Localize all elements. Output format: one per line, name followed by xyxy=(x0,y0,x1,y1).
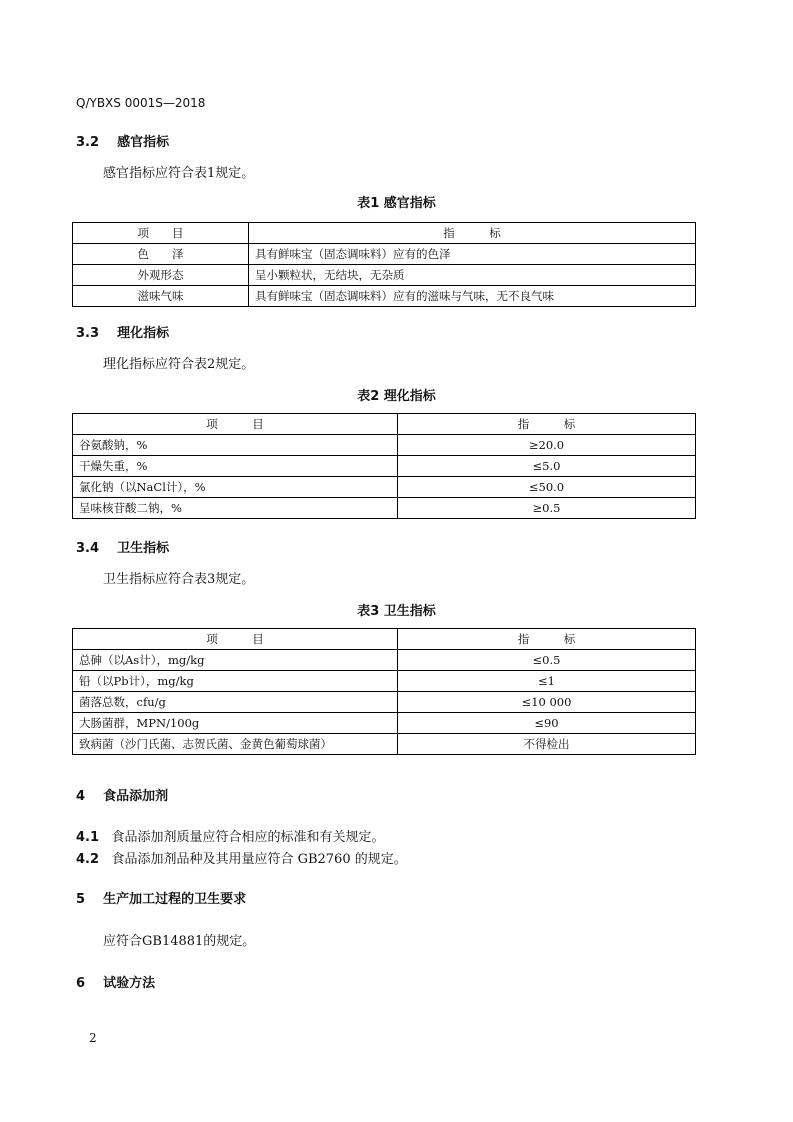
section-5-text: 应符合GB14881的规定。 xyxy=(103,934,256,949)
section-title: 理化指标 xyxy=(117,326,170,341)
column-header: 指 标 xyxy=(398,414,696,435)
table-1-caption: 表1 感官指标 xyxy=(357,196,436,211)
document-id: Q/YBXS 0001S—2018 xyxy=(76,96,206,110)
table-cell: 具有鲜味宝（固态调味料）应有的滋味与气味，无不良气味 xyxy=(249,286,696,307)
table-row xyxy=(73,671,696,692)
section-5-heading xyxy=(76,888,246,907)
table-3-caption: 表3 卫生指标 xyxy=(357,604,436,619)
section-3-2-heading xyxy=(76,131,169,150)
table-3-hygiene xyxy=(72,628,696,755)
section-3-2-intro: 感官指标应符合表1规定。 xyxy=(103,166,255,181)
table-cell: 呈味核苷酸二钠，% xyxy=(73,498,398,519)
table-2-caption: 表2 理化指标 xyxy=(357,389,436,404)
section-number: 3.2 xyxy=(76,135,100,150)
table-cell: 氯化钠（以NaCl计），% xyxy=(73,477,398,498)
clause-text: 食品添加剂品种及其用量应符合 GB2760 的规定。 xyxy=(111,852,407,867)
table-cell: 总砷（以As计），mg/kg xyxy=(73,650,398,671)
table-cell: 具有鲜味宝（固态调味料）应有的色泽 xyxy=(249,244,696,265)
table-cell: 色 泽 xyxy=(73,244,249,265)
table-cell: ≤10 000 xyxy=(398,692,696,713)
table-row xyxy=(73,692,696,713)
section-3-4-heading xyxy=(76,537,169,556)
table-row xyxy=(73,498,696,519)
section-title: 试验方法 xyxy=(103,976,156,991)
clause-4-2 xyxy=(76,848,407,867)
section-4-heading xyxy=(76,785,168,804)
table-row xyxy=(73,435,696,456)
table-cell: 铅（以Pb计），mg/kg xyxy=(73,671,398,692)
table-row xyxy=(73,650,696,671)
table-cell: 干燥失重，% xyxy=(73,456,398,477)
table-cell: 外观形态 xyxy=(73,265,249,286)
table-cell: ≤5.0 xyxy=(398,456,696,477)
table-cell: 滋味气味 xyxy=(73,286,249,307)
section-title: 卫生指标 xyxy=(117,541,170,556)
table-cell: ≤0.5 xyxy=(398,650,696,671)
section-3-4-intro: 卫生指标应符合表3规定。 xyxy=(103,572,255,587)
table-cell: ≤50.0 xyxy=(398,477,696,498)
table-header-row xyxy=(73,414,696,435)
table-row xyxy=(73,244,696,265)
clause-4-1 xyxy=(76,826,384,845)
table-1-sensory xyxy=(72,222,696,307)
section-6-heading xyxy=(76,972,155,991)
section-number: 3.3 xyxy=(76,326,100,341)
clause-number: 4.2 xyxy=(76,852,100,867)
table-cell: 致病菌（沙门氏菌、志贺氏菌、金黄色葡萄球菌） xyxy=(73,734,398,755)
column-header: 指 标 xyxy=(249,223,696,244)
table-cell: 不得检出 xyxy=(398,734,696,755)
table-cell: 谷氨酸钠，% xyxy=(73,435,398,456)
table-row xyxy=(73,456,696,477)
table-header-row xyxy=(73,629,696,650)
section-title: 感官指标 xyxy=(117,135,170,150)
table-row xyxy=(73,477,696,498)
section-3-3-intro: 理化指标应符合表2规定。 xyxy=(103,357,255,372)
section-title: 生产加工过程的卫生要求 xyxy=(103,892,247,907)
table-row xyxy=(73,713,696,734)
table-cell: ≥20.0 xyxy=(398,435,696,456)
section-number: 6 xyxy=(76,976,86,991)
column-header: 项 目 xyxy=(73,629,398,650)
section-number: 3.4 xyxy=(76,541,100,556)
table-cell: ≤90 xyxy=(398,713,696,734)
column-header: 项 目 xyxy=(73,223,249,244)
section-number: 5 xyxy=(76,892,86,907)
table-row xyxy=(73,265,696,286)
table-row xyxy=(73,286,696,307)
table-cell: ≤1 xyxy=(398,671,696,692)
page-number: 2 xyxy=(89,1031,97,1045)
column-header: 项 目 xyxy=(73,414,398,435)
table-cell: 呈小颗粒状，无结块，无杂质 xyxy=(249,265,696,286)
section-title: 食品添加剂 xyxy=(103,789,169,804)
table-cell: ≥0.5 xyxy=(398,498,696,519)
table-2-physicochemical xyxy=(72,413,696,519)
clause-text: 食品添加剂质量应符合相应的标准和有关规定。 xyxy=(111,830,385,845)
table-header-row xyxy=(73,223,696,244)
table-cell: 菌落总数，cfu/g xyxy=(73,692,398,713)
table-row xyxy=(73,734,696,755)
table-cell: 大肠菌群，MPN/100g xyxy=(73,713,398,734)
column-header: 指 标 xyxy=(398,629,696,650)
clause-number: 4.1 xyxy=(76,830,100,845)
section-3-3-heading xyxy=(76,322,169,341)
section-number: 4 xyxy=(76,789,86,804)
